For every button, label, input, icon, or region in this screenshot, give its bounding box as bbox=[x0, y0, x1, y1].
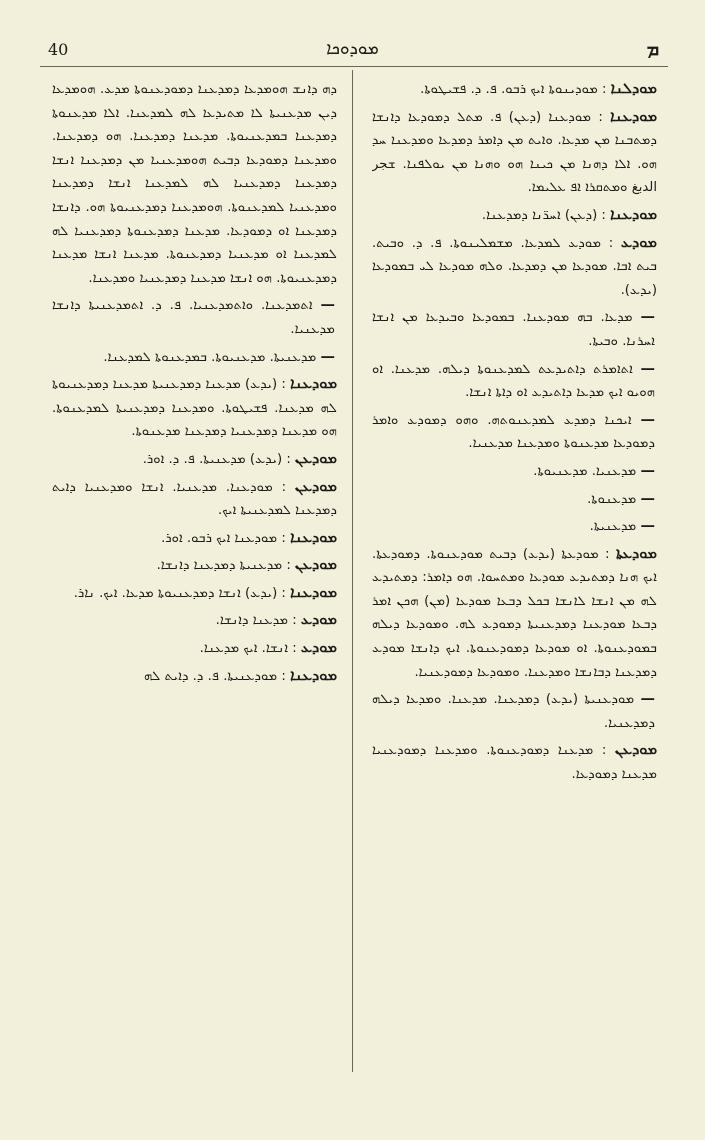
subentry-dash: — bbox=[640, 518, 655, 535]
section-letter: ܡ bbox=[646, 38, 659, 60]
entry-headword: ܡܘܕܥܢܐ bbox=[610, 108, 657, 125]
dictionary-entry bbox=[372, 688, 657, 735]
subentry-dash: — bbox=[640, 490, 655, 507]
dictionary-entry: ܡܘܕܥܢܐ : ܡܘܕܥܢܐ (ܕܥܢ) ܦ. ܡܬܠ ܕܡܘܕܥܐ ܕܐܢܫܐ ܕܡܬܒܢܐ ܡܢ ܡܕܥܐ. ܘܐܝܬ ܡܢ ܕܐܡܪ ܕܡܕܥܐ ܘܡܕܥܢܐ ܚܕ ܗܘ. ܐܠܐ ܕܗܢܐ ܡܢ ܟܝܢܐ ܗܘ ܘܗܢܐ ܡܢ ܝܘܠܦܢܐ. ܫجر الدبغ ܘܡܬܩܪܐ ܐܦ ܥܠܝܡܐ. bbox=[372, 108, 657, 196]
entry-definition: (ܕܥܢ) ܐܚܪ̈ܢܐ ܕܡܕܥܢܐ. bbox=[481, 207, 598, 223]
entry-headword: ܡܘܕܥܢ bbox=[614, 742, 657, 759]
dictionary-entry: ܡܘܕܥܢ : ܡܘܕܥܢܐ. ܡܕܥܢܝܐ. ܐܢܫܐ ܘܡܕܥܢܝܐ ܕܐܝܬ ܕܡܕܥܢܐ ܠܡܕܥܢܝܬܐ ܐܝܟ. bbox=[52, 478, 337, 519]
subentry-dash: — bbox=[640, 360, 655, 377]
dictionary-entry: ܡܘܕܥܬܐ : ܡܘܕܥܬܐ (ܝܕܥ) ܕܒܝܬ ܡܘܕܥܢܘܬܐ. ܕܡܘܕܥܬܐ. ܐܝܟ ܗܢܐ ܕܡܬܝܕܥ ܡܘܕܥܐ ܘܡܬܚܘܐ. ܗܘ ܕܐܡܪ: ܕܡܬܝܕܥ ܠܗ ܡܢ ܐܢܫܐ ܠܐܢܫܐ ܒܟܠ ܕܒܥܐ ܡܘܕܥܐ (ܡܢ) ܗܟܢ ܐܡܪ ܕܒܥܐ ܡܘܕܥܢܐ ܕܡܕܥܢܝܬܐ ܕܡܘܕܥ ܠܗ. ܘܡܘܕܥܐ ܕܝܠܗ ܒܡܘܕܥܢܘܬܐ. ܐܘ ܡܘܕܥܐ ܕܡܘܕܥܢܘܬܐ. ܐܝܟ ܕܐܢܫܐ ܡܘܕܥ ܕܡܕܥܢܐ ܕܒܐܢܫܐ ܘܡܕܥܢܐ. ܘܡܘܕܥܐ ܕܡܘܕܥܢܝܐ. bbox=[372, 545, 657, 680]
entry-definition: ܡܕܥܢܝܐ. ܡܕܥܢܝܘܬܐ. bbox=[533, 463, 637, 479]
column-divider bbox=[352, 70, 353, 1072]
dictionary-entry: ܡܘܕܥ : ܡܘܕܥ ܠܡܕܥܐ. ܡܫܡܠܝܢܘܬܐ. ܦ. ܕ. ܘܒܝܬ. ܒܝܬ ܐܒܐ. ܡܘܕܥܐ ܡܢ ܕܡܕܥܐ. ܘܠܗ ܡܘܕܥܐ ܠܝ ܒܡܘܕܥܐ (ܝܕܥ). bbox=[372, 234, 657, 298]
entry-headword: ܡܘܕܥܢ bbox=[294, 557, 337, 574]
right-column bbox=[372, 78, 657, 1078]
dictionary-entry bbox=[372, 306, 657, 353]
dictionary-entry bbox=[372, 488, 657, 512]
subentry-dash: — bbox=[320, 297, 335, 314]
dictionary-entry: ܡܘܕܥܢܐ : (ܝܕܥ) ܐܢܫܐ ܕܡܕܥܢܝܘܬܐ ܡܕܥܐ. ܐܝܟ. ܢܐܪ. bbox=[73, 584, 337, 601]
subentry-dash: — bbox=[320, 348, 335, 365]
entry-definition: ܕܗ ܕܐܢܫ ܗܘܡܕܥܐ ܕܡܕܥܢܐ ܕܡܘܕܥܢܘܬܐ ܡܕܥ. ܗܘܡܕܥܐ ܕܝܢ ܡܕܥܢܝܬܐ ܠܐ ܡܬܝܕܥܐ ܠܗ ܠܡܕܥܢܐ. ܐܠܐ ܡܕܥܢܘܬܐ ܕܡܕܥܢܐ ܒܡܕܥܢܝܘܬܐ. ܡܕܥܢܐ ܕܡܕܥܢܐ. ܗܘ ܕܡܕܥܢܐ. ܘܡܕܥܢܐ ܕܡܘܕܥܐ ܕܒܝܬ ܗܘܡܕܥܢܝܐ ܡܢ ܕܡܕܥܢܐ ܐܢܫܐ ܕܡܕܥܢܐ ܕܡܕܥܢܝܐ ܠܗ ܠܡܕܥܢܐ ܐܢܫܐ ܕܡܕܥܢܐ ܘܡܕܥܢܝܐ ܠܡܕܥܢܘܬܐ. ܗܘܡܕܥܢܐ ܕܡܕܥܢܝܘܬܐ ܗܘ. ܕܐܢܫܐ ܕܡܕܥܢܐ ܐܘ ܕܡܘܕܥܐ. ܡܕܥܢܐ ܕܡܕܥܢܘܬܐ ܕܡܕܥܢܝܐ ܠܗ ܠܡܕܥܢܐ ܐܘ ܡܕܥܢܝܐ ܕܡܕܥܢܘܬܐ. ܡܕܥܢܐ ܐܢܫܐ ܡܕܥܢܐ ܕܡܕܥܢܝܘܬܐ. ܗܘ ܐܢܫܐ ܡܕܥܢܐ ܕܡܕܥܢܝܐ ܘܡܕܥܢܐ. bbox=[52, 82, 337, 286]
dictionary-entry: ܡܘܕܥܢ : ܡܕܥܢܐ ܕܡܘܕܥܢܘܬܐ. ܘܡܕܥܢܐ ܕܡܘܕܥܢܝܐ ܡܕܥܢܐ ܕܡܘܕܥܐ. bbox=[372, 742, 657, 783]
entry-headword: ܡܘܕܥܬܐ bbox=[615, 545, 657, 562]
page-number: 40 bbox=[48, 40, 69, 59]
entry-definition: ܡܕܥܢܝܬܐ. ܡܕܥܢܝܘܬܐ. ܒܡܕܥܢܘܬܐ ܠܡܕܥܢܐ. bbox=[103, 349, 317, 365]
entry-definition: ܡܘܕܥ ܠܡܕܥܐ. ܡܫܡܠܝܢܘܬܐ. ܦ. ܕ. ܘܒܝܬ. ܒܝܬ ܐܒܐ. ܡܘܕܥܐ ܡܢ ܕܡܕܥܐ. ܘܠܗ ܡܘܕܥܐ ܠܝ ܒܡܘܕܥܐ (ܝܕܥ). bbox=[372, 235, 657, 298]
entry-definition: ܡܘܕܥܢܐ ܐܝܟ ܪܒܘ. ܐܘܪ. bbox=[161, 530, 278, 546]
left-column bbox=[52, 78, 337, 1078]
entry-headword: ܡܘܕܥܢܐ bbox=[290, 376, 337, 393]
entry-headword: ܡܘܕܥ bbox=[620, 234, 657, 251]
header-rule bbox=[40, 66, 668, 67]
dictionary-entry: ܡܘܕܥܢܐ : (ܕܥܢ) ܐܚܪ̈ܢܐ ܕܡܕܥܢܐ. bbox=[481, 206, 657, 223]
entry-definition: ܡܕܥܢܘܬܐ. bbox=[587, 491, 637, 507]
dictionary-entry: ܡܘܕܥ : ܐܢܫܐ. ܐܝܟ ܡܕܥܢܐ. bbox=[199, 640, 337, 657]
dictionary-entry bbox=[372, 409, 657, 456]
entry-definition: ܡܘܕܥܢܐ (ܕܥܢ) ܦ. ܡܬܠ ܕܡܘܕܥܐ ܕܐܢܫܐ ܕܡܬܒܢܐ ܡܢ ܡܕܥܐ. ܘܐܝܬ ܡܢ ܕܐܡܪ ܕܡܕܥܐ ܘܡܕܥܢܐ ܚܕ ܗܘ. ܐܠܐ ܕܗܢܐ ܡܢ ܟܝܢܐ ܗܘ ܘܗܢܐ ܡܢ ܝܘܠܦܢܐ. ܫجر الدبغ ܘܡܬܩܪܐ ܐܦ ܥܠܝܡܐ. bbox=[372, 109, 657, 196]
running-title: ܡܘܕܘܟܐ bbox=[326, 39, 379, 59]
entry-headword: ܡܘܕܥܢܐ bbox=[290, 584, 337, 601]
entry-definition: ܡܘܕܥܢܝܬܐ (ܝܕܥ) ܕܡܕܥܢܐ. ܡܕܥܢܐ. ܘܡܕܥܐ ܕܝܠܗ ܕܡܕܥܢܝܐ. bbox=[372, 692, 655, 731]
entry-headword: ܡܘܕܥ bbox=[300, 640, 337, 657]
dictionary-entry: ܡܘܕܥܢܐ : (ܝܕܥ) ܡܕܥܢܐ ܕܡܕܥܢܝܬܐ ܡܕܥܢܐ ܕܡܕܥܢܝܘܬܐ ܠܗ ܡܕܥܢܐ. ܦܫܝܛܘܬܐ. ܘܡܕܥܢܐ ܕܡܕܥܢܝܬܐ ܠܡܕܥܢܘܬܐ. ܗܘ ܡܕܥܢܐ ܕܡܕܥܢܝܐ ܕܡܕܥܢܐ ܡܕܥܢܘܬܐ. bbox=[52, 376, 337, 440]
entry-definition: ܡܕܥܢܐ ܕܐܢܫܐ. bbox=[215, 613, 289, 629]
entry-definition: ܡܘܕܥܬܐ (ܝܕܥ) ܕܒܝܬ ܡܘܕܥܢܘܬܐ. ܕܡܘܕܥܬܐ. ܐܝܟ ܗܢܐ ܕܡܬܝܕܥ ܡܘܕܥܐ ܘܡܬܚܘܐ. ܗܘ ܕܐܡܪ: ܕܡܬܝܕܥ ܠܗ ܡܢ ܐܢܫܐ ܠܐܢܫܐ ܒܟܠ ܕܒܥܐ ܡܘܕܥܐ (ܡܢ) ܗܟܢ ܐܡܪ ܕܒܥܐ ܡܘܕܥܢܐ ܕܡܕܥܢܝܬܐ ܕܡܘܕܥ ܠܗ. ܘܡܘܕܥܐ ܕܝܠܗ ܒܡܘܕܥܢܘܬܐ. ܐܘ ܡܘܕܥܐ ܕܡܘܕܥܢܘܬܐ. ܐܝܟ ܕܐܢܫܐ ܡܘܕܥ ܕܡܕܥܢܐ ܕܒܐܢܫܐ ܘܡܕܥܢܐ. ܘܡܘܕܥܐ ܕܡܘܕܥܢܝܐ. bbox=[372, 546, 657, 680]
dictionary-entry bbox=[52, 78, 337, 290]
entry-headword: ܡܘܕܥ bbox=[300, 612, 337, 629]
dictionary-entry: ܡܘܕܥܢ : ܡܕܥܢܝܬܐ ܕܡܕܥܢܐ ܕܐܢܫܐ. bbox=[156, 557, 337, 574]
page-header bbox=[40, 38, 665, 64]
entry-definition: ܡܘܕܥܢܐ. ܡܕܥܢܝܐ. ܐܢܫܐ ܘܡܕܥܢܝܐ ܕܐܝܬ ܕܡܕܥܢܐ ܠܡܕܥܢܝܬܐ ܐܝܟ. bbox=[52, 479, 337, 519]
entry-headword: ܡܘܕܥܢ bbox=[294, 478, 337, 495]
entry-definition: ܡܕܥܢܝܬܐ ܕܡܕܥܢܐ ܕܐܢܫܐ. bbox=[156, 558, 283, 574]
subentry-dash: — bbox=[640, 691, 655, 708]
entry-definition: ܡܘܕܝܢܘܬܐ ܐܝܟ ܪܒܘ. ܦ. ܕ. ܦܫܝܛܘܬܐ. bbox=[420, 82, 598, 97]
dictionary-entry bbox=[372, 515, 657, 539]
dictionary-entry: ܡܘܕܥ : ܡܕܥܢܐ ܕܐܢܫܐ. bbox=[215, 612, 337, 629]
entry-definition: ܡܕܥܐ. ܒܗ ܡܘܕܥܢܐ. ܒܡܘܕܥܐ ܘܒܝܕܥܐ ܡܢ ܐܢܫܐ ܐܚܪܢܐ. ܘܒܝܬܐ. bbox=[372, 310, 655, 349]
entry-definition: (ܝܕܥ) ܡܕܥܢܝܬܐ. ܦ. ܕ. ܐܘܪ. bbox=[142, 451, 283, 467]
entry-definition: ܡܘܕܥܢܝܬܐ. ܦ. ܕ. ܕܐܝܬ ܠܗ bbox=[144, 668, 278, 684]
entry-definition: ܐܬܡܕܥܢܐ. ܘܐܬܡܕܥܢܝܐ. ܦ. ܕ. ܐܬܡܕܥܢܝܬܐ ܕܐܢܫܐ ܡܕܥܢܝܐ. bbox=[52, 298, 335, 337]
entry-definition: ܐܬܐܡܪܬ ܕܐܬܝܕܥܬ ܠܡܕܥܢܘܬܐ ܕܝܠܗ. ܡܕܥܢܐ. ܐܘ ܗܘܝܘ ܐܝܟ ܡܕܥܐ ܕܐܬܝܕܥ ܐܘ ܕܐܬܐ ܐܢܫܐ. bbox=[372, 361, 655, 401]
entry-headword: ܡܘܕܥܢܐ bbox=[290, 529, 337, 546]
entry-definition: (ܝܕܥ) ܡܕܥܢܐ ܕܡܕܥܢܝܬܐ ܡܕܥܢܐ ܕܡܕܥܢܝܘܬܐ ܠܗ ܡܕܥܢܐ. ܦܫܝܛܘܬܐ. ܘܡܕܥܢܐ ܕܡܕܥܢܝܬܐ ܠܡܕܥܢܘܬܐ. ܗܘ ܡܕܥܢܐ ܕܡܕܥܢܝܐ ܕܡܕܥܢܐ ܡܕܥܢܘܬܐ. bbox=[52, 377, 337, 440]
entry-headword: ܡܘܕܥܢܐ bbox=[290, 667, 337, 684]
dictionary-entry bbox=[372, 358, 657, 405]
entry-headword: ܡܘܕܥܢܐ bbox=[610, 206, 657, 223]
dictionary-entry bbox=[372, 460, 657, 484]
dictionary-entry: ܡܘܕܥܢܐ : ܡܘܕܥܢܝܬܐ. ܦ. ܕ. ܕܐܝܬ ܠܗ bbox=[144, 667, 337, 684]
dictionary-entry: ܡܘܕܠܢܐ : ܡܘܕܝܢܘܬܐ ܐܝܟ ܪܒܘ. ܦ. ܕ. ܦܫܝܛܘܬܐ. bbox=[420, 81, 657, 97]
entry-definition: ܡܕܥܢܝܬܐ. bbox=[589, 519, 637, 535]
entry-headword: ܡܘܕܠܢܐ bbox=[610, 81, 657, 97]
entry-definition: ܐܢܫܐ. ܐܝܟ ܡܕܥܢܐ. bbox=[199, 641, 289, 657]
dictionary-entry: ܡܘܕܥܢ : (ܝܕܥ) ܡܕܥܢܝܬܐ. ܦ. ܕ. ܐܘܪ. bbox=[142, 450, 337, 467]
subentry-dash: — bbox=[640, 411, 655, 428]
subentry-dash: — bbox=[640, 462, 655, 479]
entry-definition: ܐܝܟܢܐ ܕܡܕܥ ܠܡܕܥܢܘܬܗ. ܘܗܘ ܕܡܘܕܥ ܘܐܡܪ ܕܡܘܕܥܐ ܡܕܥܢܘܬܐ ܘܡܕܥܢܐ ܡܕܥܢܝܐ. bbox=[372, 412, 655, 452]
subentry-dash: — bbox=[640, 309, 655, 326]
dictionary-entry bbox=[52, 294, 337, 341]
entry-definition: (ܝܕܥ) ܐܢܫܐ ܕܡܕܥܢܝܘܬܐ ܡܕܥܐ. ܐܝܟ. ܢܐܪ. bbox=[73, 585, 278, 601]
dictionary-entry bbox=[52, 346, 337, 370]
entry-headword: ܡܘܕܥܢ bbox=[294, 450, 337, 467]
dictionary-entry: ܡܘܕܥܢܐ : ܡܘܕܥܢܐ ܐܝܟ ܪܒܘ. ܐܘܪ. bbox=[161, 529, 337, 546]
entry-definition: ܡܕܥܢܐ ܕܡܘܕܥܢܘܬܐ. ܘܡܕܥܢܐ ܕܡܘܕܥܢܝܐ ܡܕܥܢܐ ܕܡܘܕܥܐ. bbox=[372, 743, 657, 783]
